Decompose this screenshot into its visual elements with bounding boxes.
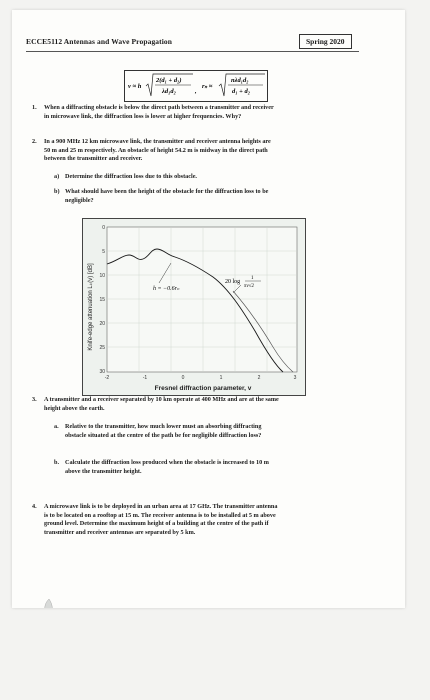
part-line: Determine the diffraction loss due to this obstacle. bbox=[65, 173, 197, 180]
x-axis-label: Fresnel diffraction parameter, v bbox=[154, 385, 252, 392]
y-tick-labels bbox=[99, 225, 105, 375]
question-number: 2. bbox=[32, 138, 37, 145]
x-tick-labels bbox=[105, 375, 297, 381]
pencil-mark bbox=[42, 596, 56, 608]
course-title: ECCE5112 Antennas and Wave Propagation bbox=[26, 37, 173, 46]
y-tick-label: 25 bbox=[99, 345, 105, 351]
y-axis-label: Knife-edge attenuation Lₖ(v) [dB] bbox=[88, 263, 94, 351]
question-number: 4. bbox=[32, 503, 37, 510]
formula-v-lhs: v ≈ h bbox=[128, 83, 142, 90]
formula-v-denominator: λd₁d₂ bbox=[162, 88, 176, 95]
x-tick-label: 0 bbox=[181, 375, 185, 381]
part-line: Calculate the diffraction loss produced when the obstacle is increased to 10 m bbox=[65, 459, 269, 466]
formula-box bbox=[124, 70, 268, 102]
formula-separator: , bbox=[195, 88, 197, 95]
term-badge: Spring 2020 bbox=[299, 34, 352, 49]
x-tick-label: 1 bbox=[219, 375, 223, 381]
question-number: 3. bbox=[32, 396, 37, 403]
x-tick-label: 2 bbox=[257, 375, 261, 381]
question-line: A microwave link is to be deployed in an urban area at 17 GHz. The transmitter antenna bbox=[44, 503, 278, 510]
y-tick-label: 0 bbox=[102, 225, 105, 231]
asymptote-annotation: 20 log bbox=[225, 279, 241, 285]
formula-v-numerator: 2(d₁ + d₂) bbox=[156, 77, 182, 84]
asymptote-fraction-denominator: πv√2 bbox=[244, 284, 254, 289]
part-line: negligible? bbox=[65, 196, 94, 204]
part-line: Relative to the transmitter, how much lower must an absorbing diffracting bbox=[65, 423, 262, 430]
question-line: height above the earth. bbox=[44, 404, 105, 412]
h-annotation: h = −0.6rₙ bbox=[153, 286, 180, 292]
y-tick-label: 30 bbox=[99, 369, 105, 375]
x-tick-label: 3 bbox=[293, 375, 297, 381]
y-tick-label: 10 bbox=[99, 273, 105, 279]
part-line: above the transmitter height. bbox=[65, 467, 142, 475]
part-label: b. bbox=[54, 459, 59, 466]
part-line: What should have been the height of the obstacle for the diffraction loss to be bbox=[65, 188, 269, 195]
x-tick-label: -2 bbox=[104, 375, 110, 381]
question-line: 50 m and 25 m respectively. An obstacle of height 54.2 m is midway in the direct path bbox=[44, 146, 268, 154]
part-label: b) bbox=[54, 188, 60, 195]
y-tick-label: 15 bbox=[99, 297, 105, 303]
formula-r-numerator: nλd₁d₂ bbox=[231, 77, 249, 84]
question-line: is to be located on a rooftop at 15 m. The receiver antenna is to be installed at 5 m above bbox=[44, 511, 276, 519]
part-line: obstacle situated at the centre of the path be for negligible diffraction loss? bbox=[65, 431, 262, 439]
y-tick-label: 5 bbox=[102, 249, 105, 255]
header-divider bbox=[26, 51, 359, 52]
question-line: A transmitter and a receiver separated by 10 km operate at 400 MHz and are at the same bbox=[44, 396, 279, 403]
question-line: When a diffracting obstacle is below the direct path between a transmitter and receiver bbox=[44, 104, 274, 111]
question-line: between the transmitter and receiver. bbox=[44, 155, 143, 163]
y-tick-label: 20 bbox=[99, 321, 105, 327]
question-line: in microwave link, the diffraction loss is lower at higher frequencies. Why? bbox=[44, 112, 242, 120]
question-number: 1. bbox=[32, 104, 37, 111]
asymptote-fraction-numerator: 1 bbox=[251, 276, 254, 281]
exam-sheet bbox=[12, 10, 405, 608]
formula-r-denominator: d₁ + d₂ bbox=[232, 88, 250, 95]
question-line: In a 900 MHz 12 km microwave link, the transmitter and receiver antenna heights are bbox=[44, 138, 271, 145]
part-label: a) bbox=[54, 173, 60, 180]
question-line: ground level. Determine the maximum height of a building at the centre of the path if bbox=[44, 520, 269, 528]
question-line: transmitter and receiver antennas are separated by 5 km. bbox=[44, 528, 196, 536]
part-label: a. bbox=[54, 423, 59, 430]
diffraction-graph bbox=[82, 218, 306, 396]
plot-area bbox=[107, 227, 297, 372]
formula-r-lhs: rₙ ≈ bbox=[202, 83, 213, 90]
x-tick-label: -1 bbox=[142, 375, 148, 381]
